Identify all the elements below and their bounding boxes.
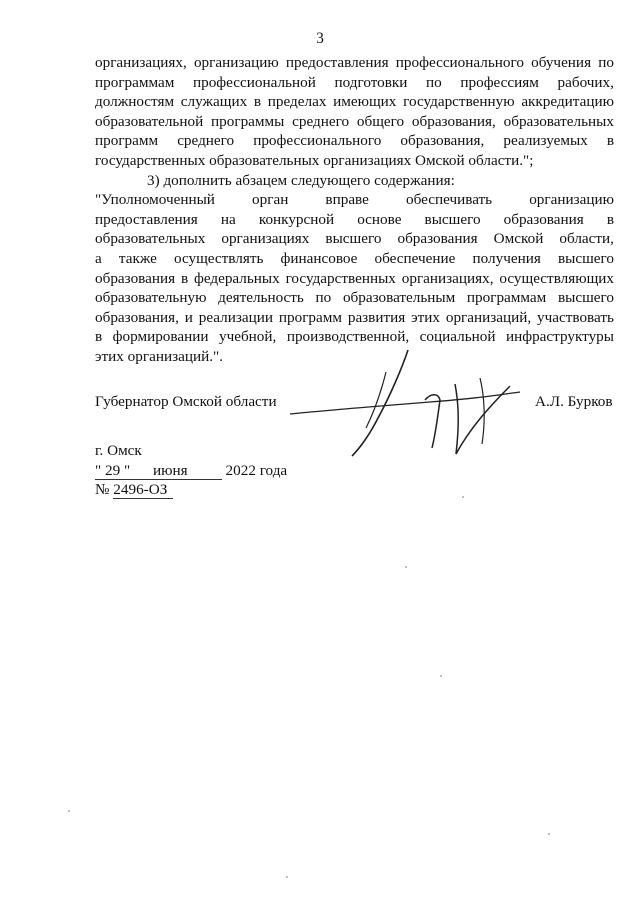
word: также bbox=[118, 249, 157, 267]
word: "Уполномоченный bbox=[95, 191, 215, 209]
word: по bbox=[598, 54, 614, 71]
word: в bbox=[180, 269, 189, 287]
date-day-field bbox=[95, 462, 222, 480]
handwritten-signature bbox=[290, 348, 530, 468]
word: осуществляющих bbox=[499, 269, 614, 287]
scan-speck bbox=[286, 876, 288, 878]
governor-name: А.Л. Бурков bbox=[535, 393, 613, 410]
word: орган bbox=[252, 191, 289, 209]
word: образования bbox=[95, 269, 176, 287]
quoted-line bbox=[95, 210, 614, 230]
word: высшего bbox=[424, 210, 481, 228]
word: среднего bbox=[177, 132, 235, 150]
word: программы bbox=[211, 112, 285, 130]
word: организацию bbox=[529, 191, 614, 209]
quoted-line bbox=[95, 190, 614, 210]
place-of-signing: г. Омск bbox=[95, 442, 142, 459]
word: пределах bbox=[267, 93, 327, 111]
scan-speck bbox=[548, 833, 550, 835]
date-day: 29 bbox=[105, 462, 121, 479]
word: программам bbox=[95, 73, 175, 91]
word: по bbox=[426, 73, 442, 91]
continuation-last-line: государственных образовательных организациях Омской области."; bbox=[95, 151, 534, 169]
word: профессионального bbox=[253, 132, 382, 150]
word: получения bbox=[472, 249, 541, 267]
word: производственной, bbox=[286, 328, 410, 346]
law-number bbox=[95, 481, 173, 499]
word: организаций, bbox=[445, 308, 532, 326]
governor-title: Губернатор Омской области bbox=[95, 393, 277, 410]
continuation-line bbox=[95, 73, 614, 93]
word: образовательную bbox=[95, 289, 207, 307]
scan-speck bbox=[405, 566, 407, 568]
quoted-line bbox=[95, 229, 614, 249]
word: обучения bbox=[531, 54, 592, 71]
document-body bbox=[95, 53, 614, 367]
word: организациях, bbox=[401, 269, 494, 287]
word: среднего bbox=[292, 112, 350, 130]
word: высшего bbox=[557, 249, 614, 267]
word: осуществлять bbox=[173, 249, 264, 267]
word: программам bbox=[466, 289, 547, 307]
date-quote-open: " bbox=[95, 462, 102, 479]
quoted-line bbox=[95, 288, 614, 308]
continuation-line bbox=[95, 112, 614, 132]
word: вправе bbox=[325, 191, 369, 209]
word: по bbox=[315, 289, 332, 307]
quoted-paragraph-last-line: этих организаций.". bbox=[95, 347, 224, 365]
word: программ bbox=[278, 308, 342, 326]
date-month: июня bbox=[152, 462, 188, 479]
word: а bbox=[95, 249, 102, 267]
scan-speck bbox=[68, 810, 70, 812]
word: на bbox=[220, 210, 236, 228]
word: подготовки bbox=[334, 73, 408, 91]
word: образования, bbox=[411, 112, 496, 130]
word: в bbox=[253, 93, 262, 111]
word: предоставления bbox=[285, 54, 389, 71]
word: обеспечение bbox=[374, 249, 456, 267]
word: рабочих, bbox=[557, 73, 614, 91]
word: должностям bbox=[95, 93, 175, 111]
word: профессионального bbox=[395, 54, 524, 71]
word: основе bbox=[357, 210, 402, 228]
word: социальной bbox=[419, 328, 496, 346]
word: этих bbox=[411, 308, 440, 326]
word: образования bbox=[503, 210, 584, 228]
word: образования, bbox=[400, 132, 485, 150]
word: предоставления bbox=[95, 210, 198, 228]
continuation-line bbox=[95, 53, 614, 73]
word: организациях bbox=[221, 230, 310, 248]
word: профессиям bbox=[460, 73, 539, 91]
word: области, bbox=[559, 230, 614, 248]
signing-date bbox=[95, 462, 287, 480]
word: образовательным bbox=[342, 289, 456, 307]
word: и bbox=[184, 308, 193, 326]
word: государственную bbox=[403, 93, 515, 111]
word: образования bbox=[397, 230, 478, 248]
word: обеспечивать bbox=[405, 191, 493, 209]
word: финансовое bbox=[280, 249, 358, 267]
quoted-line bbox=[95, 327, 614, 347]
word: развития bbox=[347, 308, 406, 326]
continuation-line bbox=[95, 131, 614, 151]
word: образовательной bbox=[95, 112, 204, 130]
word: в bbox=[95, 328, 103, 346]
word: деятельность bbox=[218, 289, 304, 307]
scan-speck bbox=[462, 496, 464, 498]
word: образования, bbox=[95, 308, 179, 326]
word: реализации bbox=[198, 308, 274, 326]
word: в bbox=[606, 210, 614, 228]
word: реализуемых bbox=[503, 132, 588, 150]
word: федеральных bbox=[193, 269, 280, 287]
word: Омской bbox=[493, 230, 544, 248]
number-sign: № bbox=[95, 481, 110, 498]
scan-speck bbox=[440, 675, 442, 677]
continuation-line bbox=[95, 92, 614, 112]
word: программ bbox=[95, 132, 159, 150]
quoted-line bbox=[95, 308, 614, 328]
word: формировании bbox=[112, 328, 209, 346]
item-3-paragraph: 3) дополнить абзацем следующего содержания: bbox=[147, 171, 455, 189]
date-year: 2022 года bbox=[225, 462, 288, 479]
word: высшего bbox=[325, 230, 382, 248]
date-quote-close: " bbox=[123, 462, 131, 479]
quoted-line bbox=[95, 269, 614, 289]
page-number: 3 bbox=[316, 30, 324, 47]
word: образовательных bbox=[503, 112, 614, 130]
quoted-line bbox=[95, 249, 614, 269]
word: организациях, bbox=[95, 54, 187, 71]
word: образовательных bbox=[95, 230, 206, 248]
word: общего bbox=[356, 112, 405, 130]
word: имеющих bbox=[333, 93, 397, 111]
word: служащих bbox=[180, 93, 248, 111]
word: государственных bbox=[285, 269, 396, 287]
word: участвовать bbox=[537, 308, 614, 326]
law-number-value: 2496-ОЗ bbox=[113, 481, 173, 499]
word: профессиональной bbox=[192, 73, 316, 91]
word: в bbox=[606, 132, 614, 150]
continuation-paragraph bbox=[95, 53, 614, 151]
quoted-paragraph bbox=[95, 190, 614, 347]
word: высшего bbox=[557, 289, 614, 307]
word: аккредитацию bbox=[521, 93, 614, 111]
word: учебной, bbox=[218, 328, 277, 346]
word: организацию bbox=[193, 54, 279, 71]
word: инфраструктуры bbox=[505, 328, 614, 346]
word: конкурсной bbox=[258, 210, 335, 228]
